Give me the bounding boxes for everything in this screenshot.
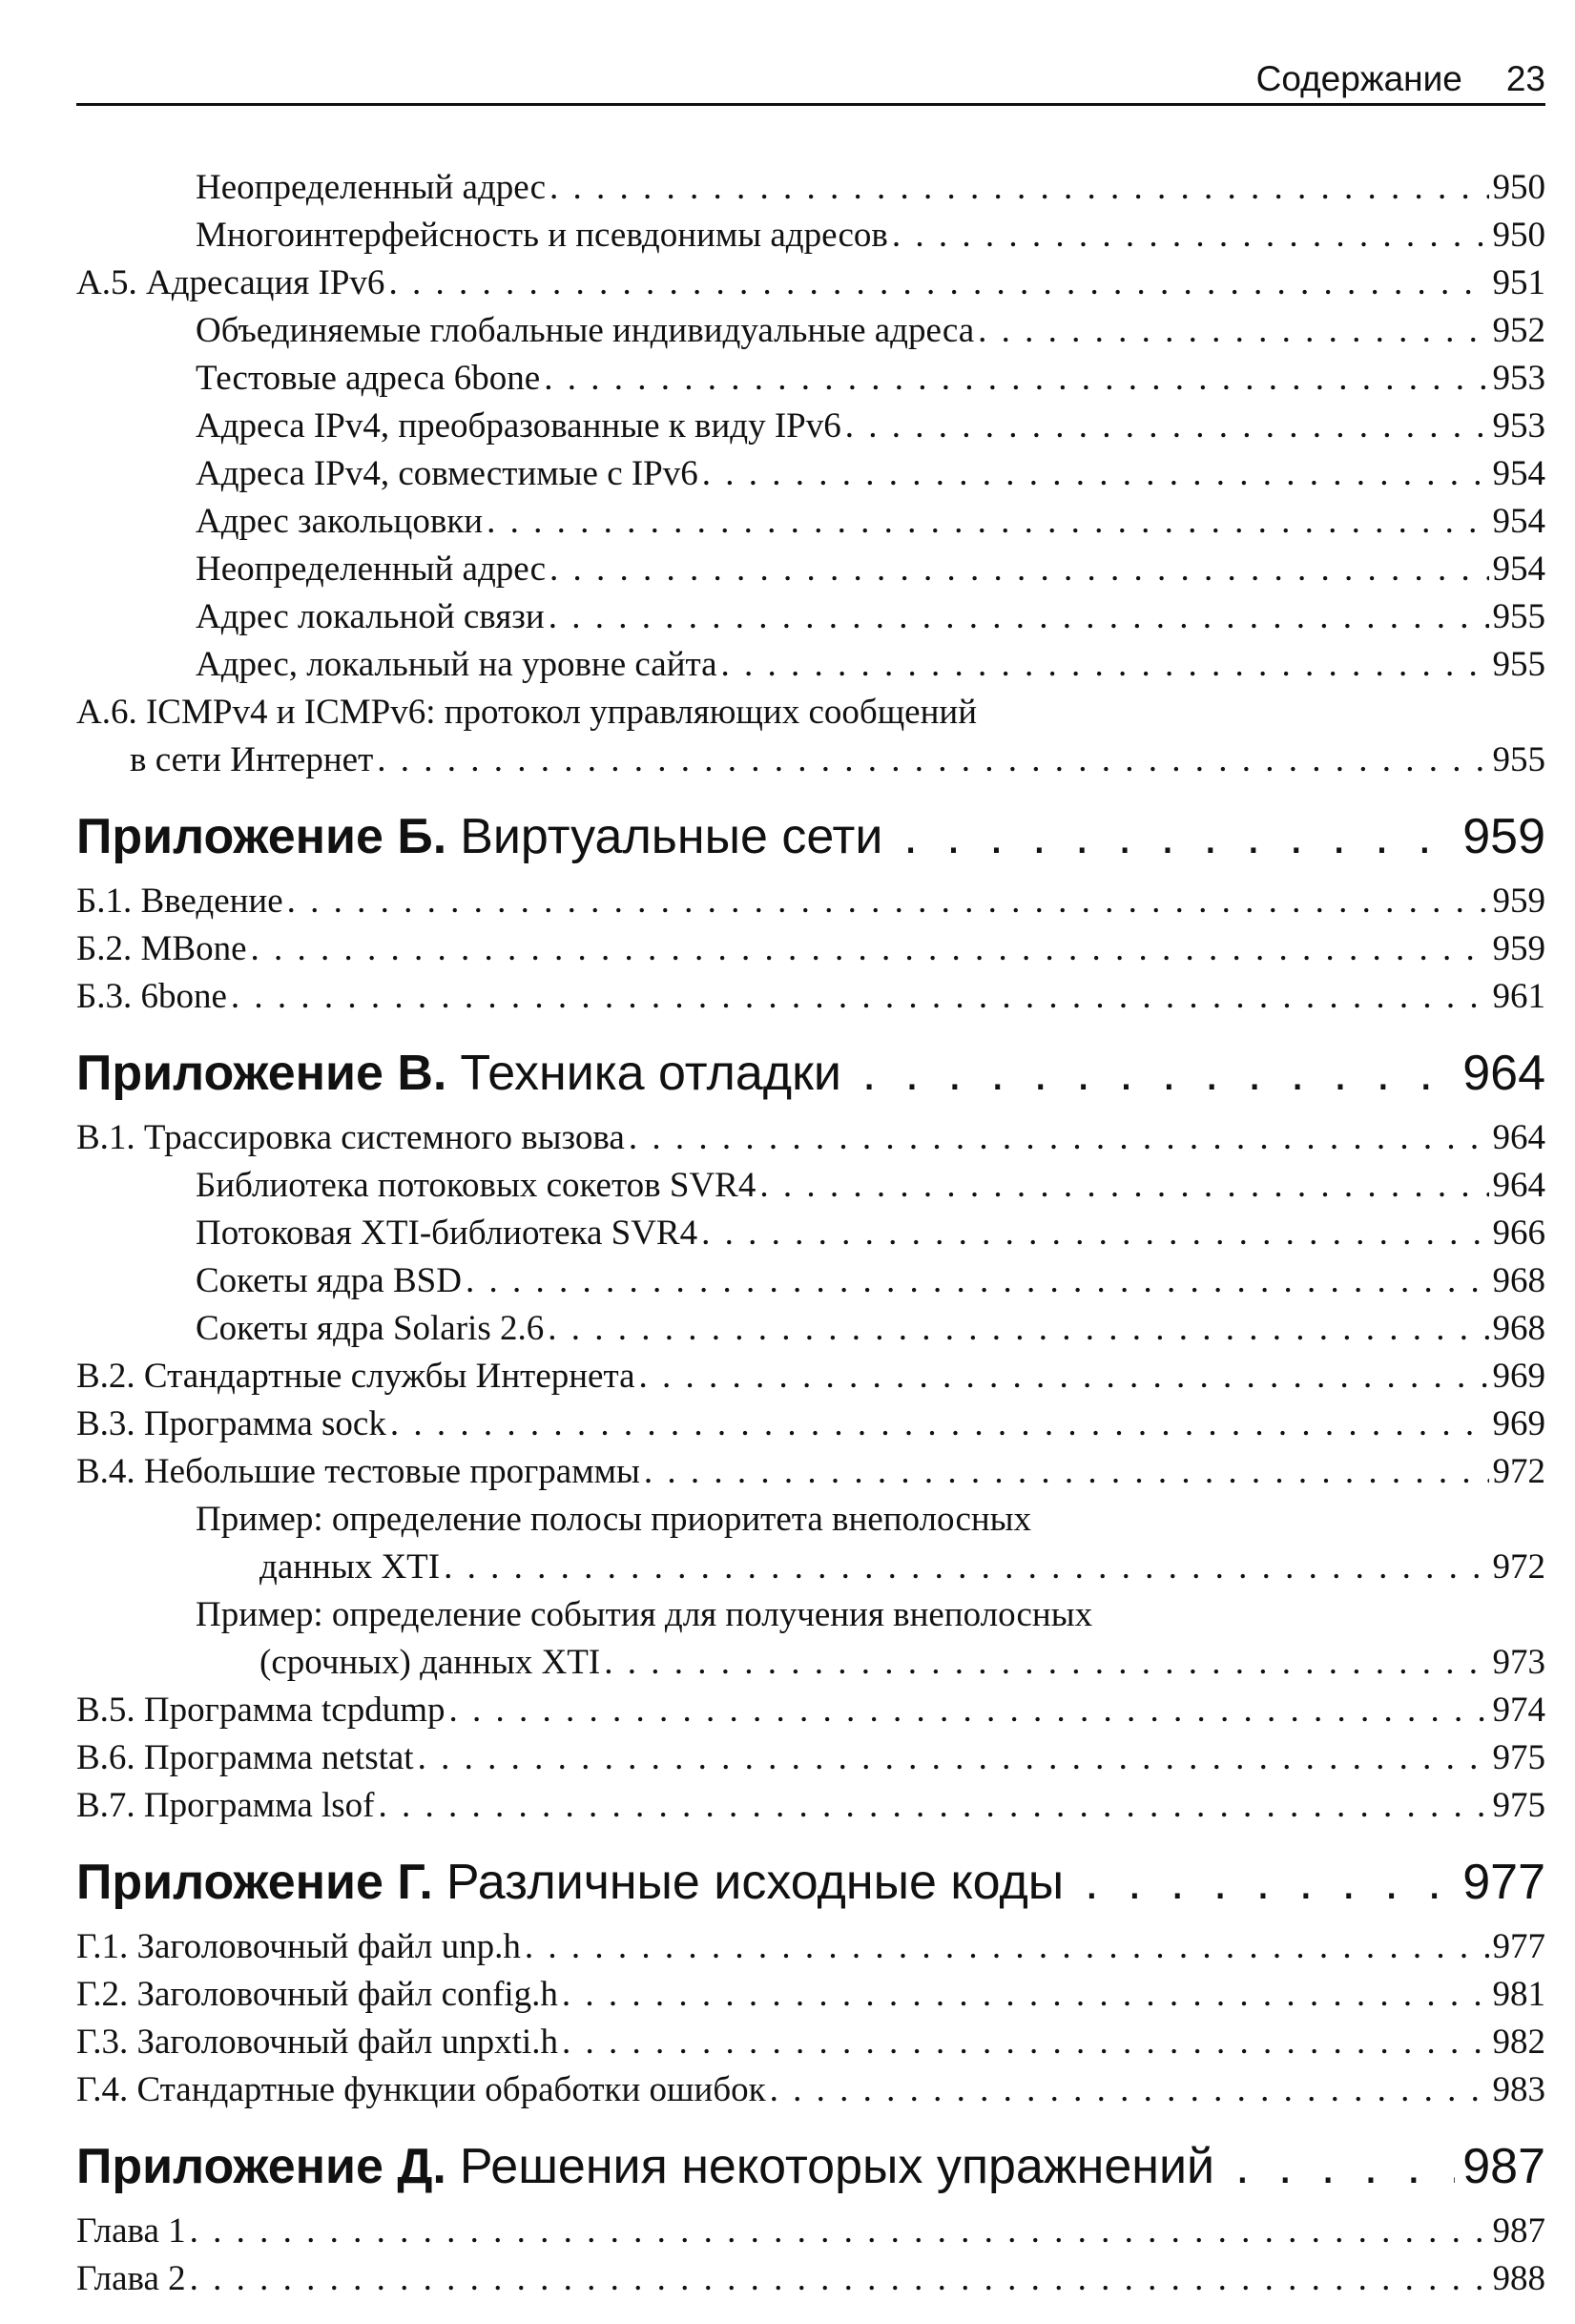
toc-section-title: Глава 1 [76, 2211, 186, 2251]
dot-leader [549, 593, 1489, 641]
dot-leader [190, 2255, 1489, 2303]
toc-entry-page: 954 [1492, 550, 1545, 589]
dot-leader [418, 1734, 1489, 1782]
dot-leader [448, 1687, 1488, 1734]
toc-entry-title: Адрес, локальный на уровне сайта [196, 645, 717, 684]
dot-leader [377, 737, 1488, 784]
toc-entry [76, 641, 1545, 689]
dot-leader [629, 1114, 1489, 1162]
toc-entry [76, 403, 1545, 450]
toc-section-title-line1: А.6. ICMPv4 и ICMPv6: протокол управляющих сообщений [76, 693, 978, 732]
dot-leader [549, 164, 1488, 212]
toc-section [76, 925, 1545, 973]
dot-leader [388, 259, 1488, 307]
toc-entry-page: 968 [1492, 1261, 1545, 1300]
dot-leader [978, 307, 1488, 355]
toc-entry [76, 1544, 1545, 1591]
toc-section-page: 975 [1492, 1738, 1545, 1777]
toc-section [76, 2208, 1545, 2255]
toc-section [76, 2066, 1545, 2114]
toc-entry-page: 954 [1492, 502, 1545, 541]
toc-section [76, 1448, 1545, 1496]
toc-section [76, 1923, 1545, 1971]
toc-section-title: Г.1. Заголовочный файл unp.h [76, 1927, 521, 1966]
toc-section [76, 1401, 1545, 1448]
toc-entry-page: 952 [1492, 311, 1545, 350]
toc-section-title: В.3. Программа sock [76, 1404, 386, 1443]
toc-section [76, 1114, 1545, 1162]
toc-entry-page: 964 [1492, 1166, 1545, 1205]
appendix-label: Приложение Д. [76, 2139, 446, 2194]
appendix-page: 987 [1462, 2139, 1545, 2194]
dot-leader [845, 403, 1489, 450]
toc-entry-title: Адрес закольцовки [196, 502, 484, 541]
dot-leader [444, 1544, 1488, 1591]
toc-entry [76, 1257, 1545, 1305]
toc-entry [76, 593, 1545, 641]
toc-section [76, 973, 1545, 1021]
appendix-heading-d [76, 2135, 1545, 2198]
toc-entry [76, 498, 1545, 546]
toc-entry-page: 968 [1492, 1309, 1545, 1348]
toc-section-title: В.5. Программа tcpdump [76, 1691, 446, 1730]
toc-section [76, 1734, 1545, 1782]
appendix-title: Виртуальные сети [460, 809, 883, 864]
dot-leader [548, 1305, 1488, 1353]
toc-section [76, 259, 1545, 307]
toc-entry-title: Неопределенный адрес [196, 550, 547, 589]
toc-entry-page: 953 [1492, 406, 1545, 446]
appendix-heading-b [76, 805, 1545, 868]
toc-entry-page: 966 [1492, 1214, 1545, 1253]
appendix-page: 977 [1462, 1855, 1545, 1910]
toc-entry-title-line1: Пример: определение события для получения внеполосных [196, 1595, 1093, 1634]
appendix-label: Приложение В. [76, 1046, 447, 1101]
appendix-heading-v [76, 1042, 1545, 1105]
toc-section-title: В.4. Небольшие тестовые программы [76, 1452, 640, 1491]
toc-entry-title: Многоинтерфейсность и псевдонимы адресов [196, 216, 888, 255]
toc-entry-page: 954 [1492, 454, 1545, 493]
toc-section-page: 983 [1492, 2070, 1545, 2109]
appendix-page: 959 [1462, 809, 1545, 864]
dot-leader [549, 546, 1488, 593]
toc-section-page: 961 [1492, 977, 1545, 1016]
toc-section-title: В.2. Стандартные службы Интернета [76, 1357, 635, 1396]
toc-section-page: 972 [1492, 1452, 1545, 1491]
dot-leader [466, 1257, 1489, 1305]
toc-section-page: 975 [1492, 1786, 1545, 1825]
dot-leader [562, 2019, 1489, 2066]
toc-section-page: 974 [1492, 1691, 1545, 1730]
appendix-page: 964 [1462, 1046, 1545, 1101]
toc-entry [76, 307, 1545, 355]
toc-section-page: 987 [1492, 2211, 1545, 2251]
toc-section-title: Г.3. Заголовочный файл unpxti.h [76, 2023, 558, 2062]
toc-section-title: В.6. Программа netstat [76, 1738, 414, 1777]
appendix-title: Решения некоторых упражнений [459, 2139, 1215, 2194]
toc-section [76, 1687, 1545, 1734]
toc-entry-title: Сокеты ядра BSD [196, 1261, 462, 1300]
toc-entry [76, 164, 1545, 212]
toc-section-title: Глава 2 [76, 2259, 186, 2298]
dot-leader [759, 1162, 1488, 1210]
dot-leader [231, 973, 1489, 1021]
dot-leader [644, 1448, 1489, 1496]
appendix-label: Приложение Б. [76, 809, 447, 864]
dot-leader [251, 925, 1489, 973]
toc-section-title: В.1. Трассировка системного вызова [76, 1118, 625, 1157]
toc-entry [76, 546, 1545, 593]
toc-entry-page: 955 [1492, 597, 1545, 636]
dot-leader [544, 355, 1488, 403]
running-head-title: Содержание [1255, 59, 1462, 98]
dot-leader [379, 1782, 1489, 1830]
dot-leader [1235, 2135, 1455, 2198]
toc-section-title: Б.3. 6bone [76, 977, 227, 1016]
toc-section-page: 964 [1492, 1118, 1545, 1157]
dot-leader [701, 1210, 1488, 1257]
toc-entry-title: Адреса IPv4, преобразованные к виду IPv6 [196, 406, 841, 446]
toc-entry-page: 950 [1492, 168, 1545, 207]
toc-section-page: 969 [1492, 1357, 1545, 1396]
dot-leader [1085, 1851, 1455, 1914]
toc-entry [76, 1162, 1545, 1210]
toc-entry-page: 953 [1492, 359, 1545, 398]
dot-leader [702, 450, 1489, 498]
dot-leader [892, 212, 1489, 259]
toc-section [76, 2019, 1545, 2066]
toc-section [76, 2255, 1545, 2303]
toc-entry-page: 973 [1492, 1643, 1545, 1682]
toc-section-title-line2: в сети Интернет [130, 740, 374, 779]
toc-entry [76, 1210, 1545, 1257]
toc-section [76, 878, 1545, 925]
toc-section-page: 982 [1492, 2023, 1545, 2062]
toc-entry-page: 950 [1492, 216, 1545, 255]
toc-entry [76, 355, 1545, 403]
toc-section [76, 737, 1545, 784]
running-head [76, 55, 1545, 106]
toc-entry [76, 450, 1545, 498]
dot-leader [903, 805, 1455, 868]
toc-entry [76, 1639, 1545, 1687]
dot-leader [287, 878, 1489, 925]
toc-section-page: 955 [1492, 740, 1545, 779]
dot-leader [721, 641, 1489, 689]
toc-entry [76, 1305, 1545, 1353]
toc-section-page: 988 [1492, 2259, 1545, 2298]
dot-leader [525, 1923, 1489, 1971]
toc-section-page: 959 [1492, 882, 1545, 921]
toc-section-page: 951 [1492, 263, 1545, 302]
table-of-contents [76, 164, 1545, 2303]
toc-entry-page: 972 [1492, 1547, 1545, 1587]
toc-entry-title: Сокеты ядра Solaris 2.6 [196, 1309, 545, 1348]
toc-section-page: 969 [1492, 1404, 1545, 1443]
toc-section-title: Г.2. Заголовочный файл config.h [76, 1975, 558, 2014]
toc-entry-title: Потоковая XTI-библиотека SVR4 [196, 1214, 698, 1253]
toc-section [76, 1971, 1545, 2019]
toc-section [76, 1782, 1545, 1830]
toc-section-title: Г.4. Стандартные функции обработки ошибок [76, 2070, 766, 2109]
toc-section-page: 959 [1492, 929, 1545, 968]
dot-leader [639, 1353, 1489, 1401]
toc-entry-title: Адрес локальной связи [196, 597, 545, 636]
toc-entry-title-line2: (срочных) данных XTI [259, 1643, 601, 1682]
appendix-title: Техника отладки [460, 1046, 841, 1101]
appendix-label: Приложение Г. [76, 1855, 433, 1910]
toc-entry-title: Тестовые адреса 6bone [196, 359, 541, 398]
toc-section-title: А.5. Адресация IPv6 [76, 263, 385, 302]
dot-leader [862, 1042, 1455, 1105]
dot-leader [604, 1639, 1488, 1687]
toc-section-title: Б.1. Введение [76, 882, 283, 921]
toc-entry-page: 955 [1492, 645, 1545, 684]
toc-section [76, 1353, 1545, 1401]
toc-section-page: 981 [1492, 1975, 1545, 2014]
appendix-title: Различные исходные коды [446, 1855, 1065, 1910]
dot-leader [487, 498, 1488, 546]
toc-entry-title-line2: данных XTI [259, 1547, 441, 1587]
appendix-heading-g [76, 1851, 1545, 1914]
dot-leader [562, 1971, 1489, 2019]
toc-entry [76, 212, 1545, 259]
toc-section-title: Б.2. MBone [76, 929, 247, 968]
dot-leader [770, 2066, 1489, 2114]
toc-section-page: 977 [1492, 1927, 1545, 1966]
toc-entry-title: Неопределенный адрес [196, 168, 547, 207]
toc-entry-title: Библиотека потоковых сокетов SVR4 [196, 1166, 756, 1205]
toc-entry-title-line1: Пример: определение полосы приоритета внеполосных [196, 1500, 1032, 1539]
toc-entry-title: Адреса IPv4, совместимые с IPv6 [196, 454, 698, 493]
dot-leader [390, 1401, 1489, 1448]
toc-entry-title: Объединяемые глобальные индивидуальные адреса [196, 311, 975, 350]
page-number: 23 [1505, 59, 1545, 98]
dot-leader [190, 2208, 1489, 2255]
toc-section-title: В.7. Программа lsof [76, 1786, 375, 1825]
